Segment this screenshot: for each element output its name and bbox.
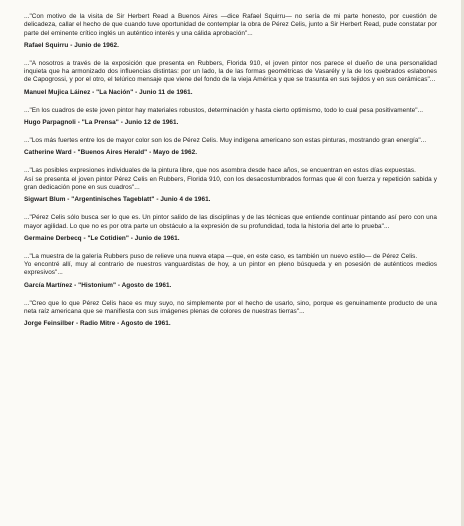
quote-entry-4: [24, 137, 437, 157]
quote-entry-2: [24, 60, 437, 97]
quote-paragraph: ..."Los más fuertes entre los de mayor color son los de Pérez Celis. Muy indígena americano son estas pinturas, mostrando gran energía"...: [24, 137, 427, 145]
quote-paragraph: Así se presenta el joven pintor Pérez Celis en Rubbers, Florida 910, con los desacostumbrados formas que él con fuerza y repetición sabida y gran dedicación pone en sus cuadros"...: [24, 175, 437, 191]
quote-paragraph: Yo encontré allí, muy al contrario de nuestros vanguardistas de hoy, a un pintor en pleno búsqueda y en posesión de auténticos medios expresivos"...: [24, 261, 437, 277]
quote-paragraph: ..."En los cuadros de este joven pintor hay materiales robustos, determinación y hasta cierto optimismo, todo lo cual pesa positivamente"...: [24, 106, 424, 114]
quote-entry-7: [24, 253, 437, 290]
quote-entry-5: [24, 167, 437, 204]
quote-paragraph: ..."Con motivo de la visita de Sir Herbert Read a Buenos Aires —dice Rafael Squirru— no sería de mi parte honesto, por cuestión de delicadeza, callar el hecho de que cuando tuve oportunidad de contemplar la obra de Pérez Celis, junto a Sir Herbert Read, pude constatar por parte del eminente crítico inglés un auténtico interés y una cálida aprobación"...: [24, 13, 437, 37]
quote-entry-6: [24, 214, 437, 243]
quote-entry-8: [24, 300, 437, 329]
quote-attribution: Rafael Squirru - Junio de 1962.: [24, 41, 119, 49]
quote-attribution: García Martínez - "Histonium" - Agosto de 1961.: [24, 281, 172, 289]
quote-attribution: Sigwart Blum - "Argentinisches Tageblatt" - Junio 4 de 1961.: [24, 196, 211, 204]
quote-entry-1: [24, 13, 437, 50]
quote-attribution: Manuel Mujica Láinez - "La Nación" - Junio 11 de 1961.: [24, 88, 193, 96]
quote-paragraph: ..."Pérez Celis sólo busca ser lo que es. Un pintor salido de las disciplinas y de las técnicas que entiende continuar pintando así pero con una mayor agilidad. Lo que no es por otra parte un obstáculo a la expresión de su profundidad, toda la historia del arte lo prueba"...: [24, 214, 437, 230]
quote-paragraph: ..."La muestra de la galería Rubbers puso de relieve una nueva etapa —que, en este caso, es también un nuevo estilo— de Pérez Celis.: [24, 252, 418, 260]
quote-attribution: Germaine Derbecq - "Le Cotidien" - Junio de 1961.: [24, 234, 180, 242]
quote-attribution: Catherine Ward - "Buenos Aires Herald" - Mayo de 1962.: [24, 149, 198, 157]
quote-paragraph: ..."Creo que lo que Pérez Celis hace es muy suyo, no simplemente por el hecho de usarlo, sino, porque es genuinamente producto de una neta raíz americana que se manifiesta con sus imágenes plenas de colores de nuestras tierras"...: [24, 299, 437, 316]
quote-paragraph: ..."A nosotros a través de la exposición que presenta en Rubbers, Florida 910, el joven pintor nos parece el dueño de una personalidad inquieta que ha armonizado dos influencias distintas: por un lado, la de las formas geométricas de Vasarély y la de los quebrados eslabones de Capogrossi, y por el otro, el telúrico mensaje que viene del fondo de la vieja América y que se trasunta en sus tejidos y en sus cerámicas"...: [24, 59, 437, 84]
quote-paragraph: ..."Las posibles expresiones individuales de la pintura libre, que nos asombra desde hace años, se encuentran en estos días expuestas.: [24, 167, 416, 175]
quote-attribution: Jorge Feinsilber - Radio Mitre - Agosto de 1961.: [24, 320, 171, 328]
quote-attribution: Hugo Parpagnoli - "La Prensa" - Junio 12 de 1961.: [24, 119, 179, 127]
quote-entry-3: [24, 107, 437, 127]
